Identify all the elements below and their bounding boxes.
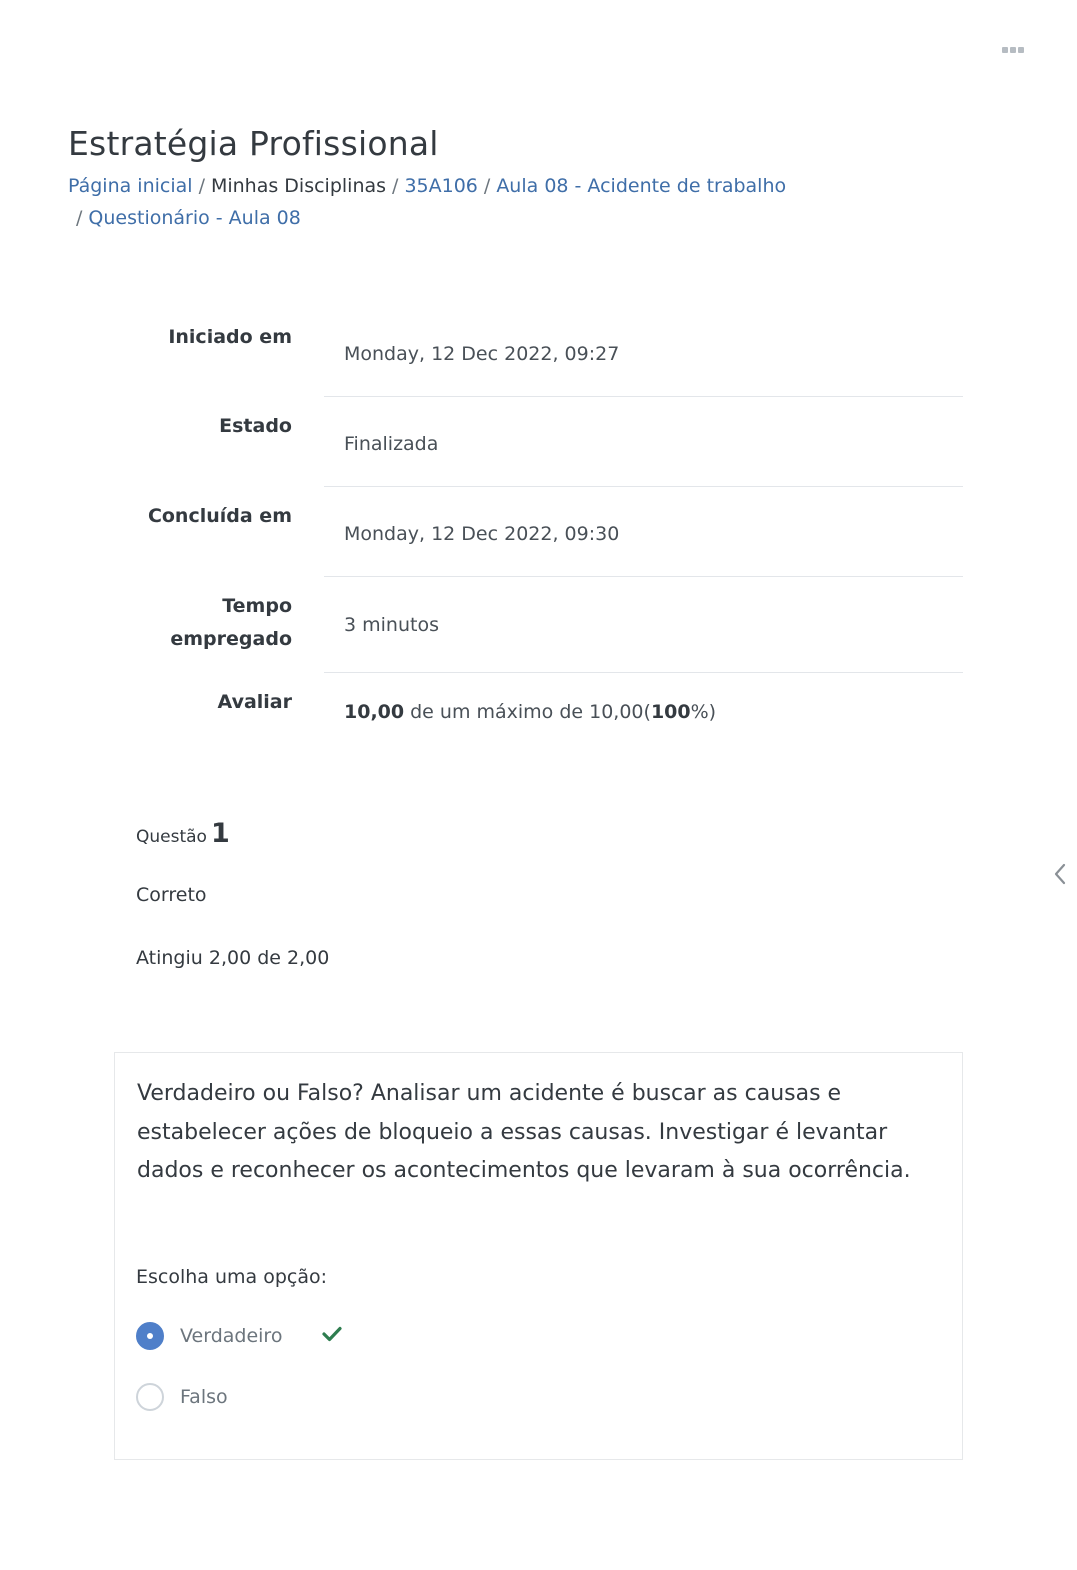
breadcrumb-quiz-link[interactable]: Questionário - Aula 08 (88, 207, 301, 229)
summary-value: Monday, 12 Dec 2022, 09:27 (324, 308, 963, 397)
summary-value: 3 minutos (324, 577, 963, 673)
breadcrumb-home-link[interactable]: Página inicial (68, 175, 193, 197)
option-label: Verdadeiro (180, 1325, 283, 1347)
breadcrumb-separator: / (483, 175, 491, 197)
breadcrumb (68, 170, 858, 234)
grade-value: 10,00 (344, 701, 405, 723)
summary-row-completed (120, 487, 963, 577)
summary-row-started (120, 308, 963, 397)
breadcrumb-separator: / (392, 175, 399, 197)
question-state: Correto (136, 884, 207, 906)
breadcrumb-course-link[interactable]: 35A106 (404, 175, 478, 197)
breadcrumb-my-courses: Minhas Disciplinas (210, 175, 387, 197)
breadcrumb-separator: / (198, 175, 205, 197)
summary-value: 10,00 de um máximo de 10,00( 100 %) (344, 701, 717, 723)
chevron-left-icon[interactable] (1048, 858, 1072, 890)
summary-value: Finalizada (324, 397, 963, 487)
breadcrumb-separator: / (76, 207, 83, 229)
more-dots-icon (1002, 47, 1008, 53)
answer-prompt: Escolha uma opção: (136, 1266, 328, 1288)
summary-label: Iniciado em (168, 326, 292, 348)
summary-value: Monday, 12 Dec 2022, 09:30 (324, 487, 963, 577)
attempt-summary-table (120, 308, 963, 763)
more-options-button[interactable] (1000, 40, 1026, 60)
summary-label: Tempo empregado (170, 595, 292, 650)
page-title: Estratégia Profissional (68, 124, 439, 163)
breadcrumb-lesson-link[interactable]: Aula 08 - Acidente de trabalho (496, 175, 787, 197)
summary-label: Concluída em (147, 505, 292, 527)
option-verdadeiro[interactable] (136, 1322, 342, 1350)
summary-row-grade (120, 673, 963, 763)
check-icon (322, 1326, 342, 1346)
question-content-box (114, 1052, 963, 1460)
radio-unselected[interactable] (136, 1383, 164, 1411)
question-number: Questão 1 (136, 818, 230, 849)
summary-row-state (120, 397, 963, 487)
question-grade: Atingiu 2,00 de 2,00 (136, 947, 330, 969)
option-label: Falso (180, 1386, 228, 1408)
summary-label: Estado (219, 415, 292, 437)
summary-label: Avaliar (217, 691, 292, 713)
grade-percent: 100 (650, 701, 691, 723)
radio-selected[interactable] (136, 1322, 164, 1350)
question-text: Verdadeiro ou Falso? Analisar um acidente é buscar as causas e estabelecer ações de bloqueio a essas causas. Investigar é levantar dados e reconhecer os acontecimentos que levaram à sua ocorrência. (137, 1081, 911, 1183)
option-falso[interactable] (136, 1383, 228, 1411)
summary-row-time-taken (120, 577, 963, 673)
